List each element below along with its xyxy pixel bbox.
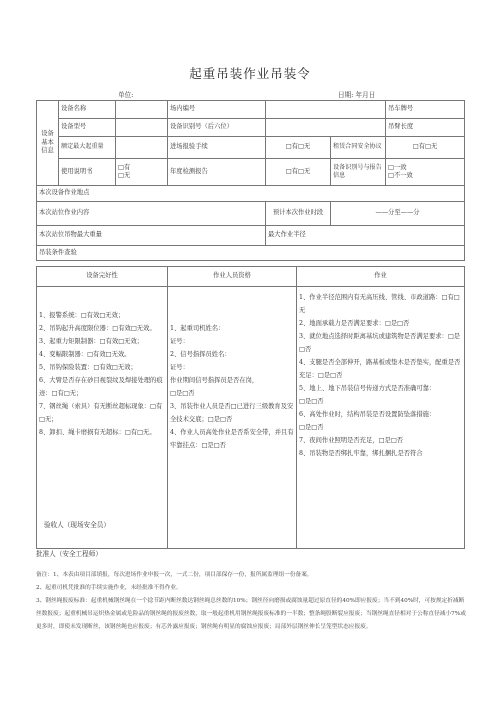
equipment-id-info-label: 设备识别号与报告信息 [331,159,386,186]
work-content-label: 本次站位作业内容 [37,202,266,226]
duration-label: 预计本次作业时段 [266,202,331,226]
info-group-label: 设备基本信息 [37,101,59,186]
unit-label: 单位: [118,91,134,99]
entry-procedure-label: 进场报验手续 [168,137,266,159]
annual-report-check[interactable]: □有□无 [266,159,331,186]
operation-items [299,291,462,460]
operation-item: 1、作业半径范围内有无高压线、管线、市政道路：□有□无 [299,294,460,314]
duration-value[interactable]: ——分至——分 [331,202,465,226]
personnel-item: 作业期间信号指挥员是否在岗， [170,377,259,384]
device-id-value[interactable] [266,119,386,137]
rated-weight-label: 额定最大起重量 [59,137,116,159]
operation-item: 3、就位地点选择时距离基坑或建筑物是否满足要求：□是□否 [299,333,461,353]
equipment-item: 5、吊钩保险装置：□有效□无效； [39,364,137,371]
conditions-header: 吊装条件查验 [37,246,465,261]
annual-report-label: 年度检测报告 [168,159,266,186]
date-label: 日期: 年月日 [338,91,376,99]
work-location-label: 本次设备作业地点 [37,186,465,202]
entry-procedure-check[interactable]: □有□无 [266,137,331,159]
rated-weight-value[interactable] [116,137,168,159]
equipment-item: 1、报警系统：□有效□无效； [39,312,125,319]
personnel-item: 3、吊装作业人员是否□已进行三级教育及安全技术交底；□是□否 [170,403,294,423]
personnel-items [170,322,294,461]
col-operation-header: 作业 [297,267,465,287]
manual-no-option[interactable]: □无 [118,172,131,179]
col-equipment-header: 设备完好性 [37,267,168,287]
page-title: 起重吊装作业吊装令 [189,66,311,81]
equipment-item: 4、变幅限制器：□有效□无效。 [39,351,131,358]
operation-item: 8、吊装物是否绑扎牢靠，绑扎捆扎是否符合 [299,450,423,457]
personnel-item: 4、作业人员高处作业是否系安全带，并且有牢靠挂点：□是□否 [170,429,294,449]
equipment-item: 6、大臂是否存在砂目视裂纹及焊接处理的痕迹：□有□无； [39,377,163,397]
operation-item: 5、地上、地下吊装信号传递方式是否准确可靠： [299,385,436,392]
operation-item: 6、高处作业时，结构吊装是否设置防坠落措施： [299,411,436,418]
field-number-label: 场内编号 [168,101,266,119]
rental-contract-label: 租赁合同安全协议 [331,137,386,159]
rental-contract-check[interactable]: □有□无 [386,137,465,159]
equipment-item: 7、钢丝绳（索具）有无断丝超标现象：□有□无； [39,403,163,423]
device-name-label: 设备名称 [59,101,116,119]
acceptance-label: 验收人（现场安全员） [44,521,110,529]
personnel-item: 证号： [170,364,189,371]
field-number-value[interactable] [266,101,386,119]
personnel-item: 1、起重司机姓名： [170,325,225,332]
note-item: 2、起重司机凭批准的手续实施作业，未经批准不得作业。 [36,585,182,591]
operation-item: □是□否 [299,424,324,431]
note-item: 备注：1、本表由项目部填报，每次进场作业申报一次，一式二份，项目部保存一份，报所属监理组一份备案。 [36,572,313,578]
equipment-item: 2、吊钩起升高度限位器：□有效□无效。 [39,325,156,332]
manual-label: 使用说明书 [59,159,116,186]
operation-item: □是□否 [299,398,324,405]
note-item: 3、钢丝绳报废标准：起重机械钢丝绳在一个捻节距内断丝数达钢丝绳总丝数的10%；钢丝径向磨损或腐蚀量超过原直径的40%即应报废；当不到40%时，可按规定折减断丝数报废；起重机械吊运炽热金属或危险品的钢丝绳的报废丝数，取一般起重机用钢丝绳报废标准的一半数；整条绳股断裂应报废；当钢丝绳直径相对于公称直径减小7%或更多时，即使未发现断丝，该钢丝绳也应报废；有芯外露应报废；钢丝绳有明显的腐蚀应报废；局部外层钢丝伸长呈笼型状态应报废。 [36,598,466,630]
boom-length-label: 吊臂长度 [386,119,465,137]
manual-yes-option[interactable]: □有 [118,163,131,171]
device-model-value[interactable] [116,119,168,137]
equipment-item: 8、卸扣、绳卡磨损有无超标：□有□无。 [39,429,156,436]
equipment-item: 3、起重力矩限制器：□有效□无效； [39,338,144,345]
operation-item: 4、支腿是否全部伸开，路基板或垫木是否垫实，配重是否充足：□是□否 [299,359,461,379]
max-radius-label: 最大作业半径 [266,226,465,246]
inconsistent-option[interactable]: □不一致 [388,172,413,179]
crane-plate-label: 吊车牌号 [386,101,465,119]
device-info-table [36,100,465,261]
notes [36,569,466,634]
device-id-label: 设备识别号（后六位） [168,119,266,137]
manual-check[interactable] [116,159,168,186]
consistent-option[interactable]: □一致 [388,163,407,171]
operation-item: 7、夜间作业照明是否充足，□是□否 [299,437,404,444]
operation-item: 2、地面承载力是否满足要求：□是□否 [299,320,410,327]
personnel-item: □是□否 [170,390,195,397]
personnel-item: 证号： [170,338,189,345]
device-model-label: 设备型号 [59,119,116,137]
device-name-value[interactable] [116,101,168,119]
max-weight-label: 本次站位吊物最大重量 [37,226,266,246]
equipment-items [39,309,165,459]
col-personnel-header: 作业人员资格 [168,267,297,287]
approver-label: 批准人（安全工程师） [36,550,102,558]
personnel-item: 2、信号指挥员姓名： [170,351,231,358]
consistency-check[interactable] [386,159,465,186]
